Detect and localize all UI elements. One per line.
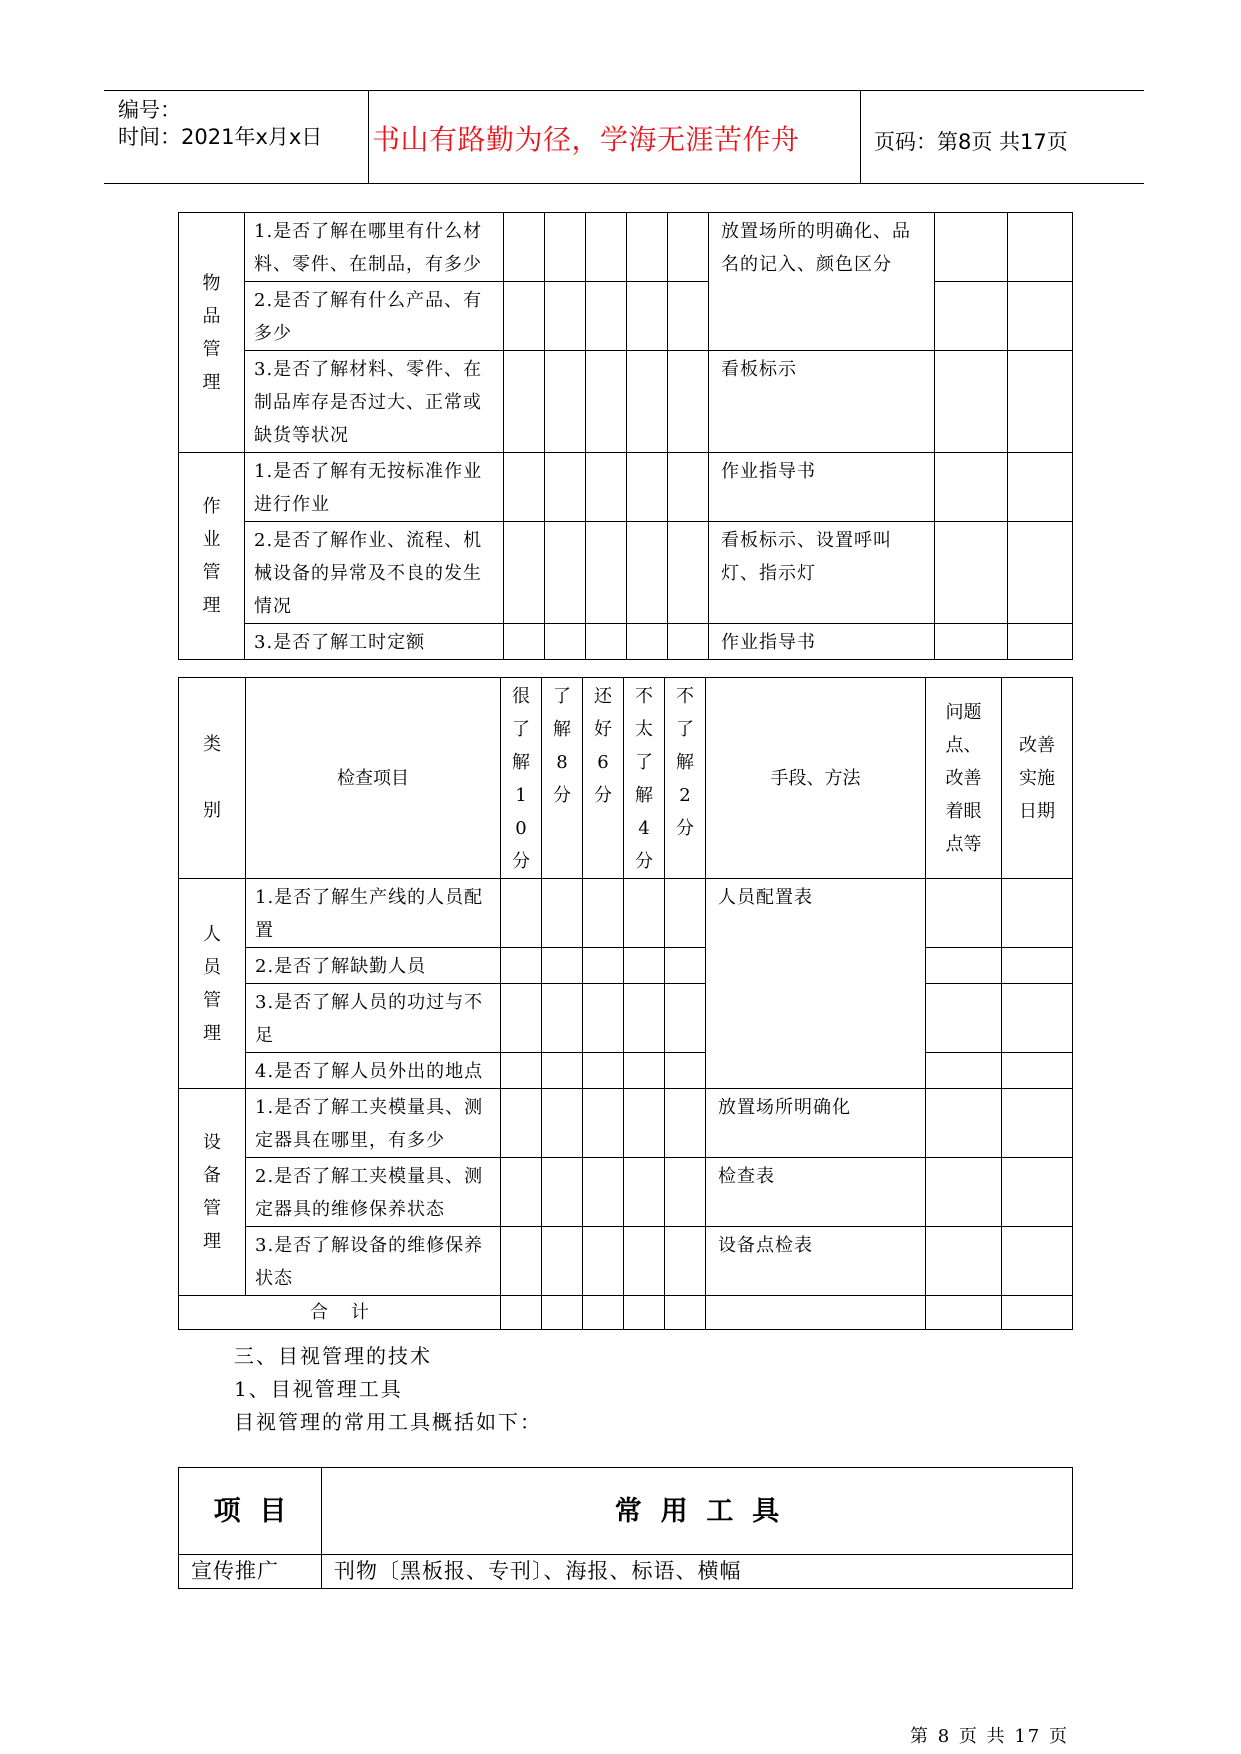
score-cell — [668, 282, 709, 351]
score-cell — [501, 879, 542, 948]
check-item: 1.是否了解生产线的人员配置 — [246, 879, 501, 948]
category-cell: 设备管理 — [179, 1089, 246, 1296]
date-cell — [1002, 948, 1073, 984]
date-cell — [1002, 879, 1073, 948]
method-cell: 放置场所的明确化、品名的记入、颜色区分 — [709, 213, 935, 351]
score-cell — [501, 1158, 542, 1227]
score-cell — [624, 1053, 665, 1089]
score-cell — [668, 624, 709, 660]
method-cell — [706, 1296, 926, 1330]
date-cell — [1008, 624, 1073, 660]
score-cell — [583, 1089, 624, 1158]
score-cell — [501, 984, 542, 1053]
check-item: 1.是否了解工夹模量具、测定器具在哪里，有多少 — [246, 1089, 501, 1158]
score-cell — [501, 1089, 542, 1158]
header-motto: 书山有路勤为径，学海无涯苦作舟 — [372, 123, 800, 156]
problem-cell — [926, 1089, 1002, 1158]
table-row — [179, 948, 1073, 984]
check-item: 2.是否了解工夹模量具、测定器具的维修保养状态 — [246, 1158, 501, 1227]
problem-cell — [935, 282, 1008, 351]
header-category: 类别 — [179, 678, 246, 879]
header-score-2: 不了解2分 — [665, 678, 706, 879]
header-date: 改善实施日期 — [1002, 678, 1073, 879]
header-method: 手段、方法 — [706, 678, 926, 879]
check-item: 3.是否了解材料、零件、在制品库存是否过大、正常或缺货等状况 — [245, 351, 504, 453]
date-cell — [1002, 1296, 1073, 1330]
score-cell — [624, 948, 665, 984]
check-item: 1.是否了解在哪里有什么材料、零件、在制品，有多少 — [245, 213, 504, 282]
table-row — [179, 1053, 1073, 1089]
table-row — [179, 282, 1073, 351]
problem-cell — [926, 984, 1002, 1053]
date-cell — [1002, 1089, 1073, 1158]
header-score-4: 不太了解4分 — [624, 678, 665, 879]
score-cell — [542, 1296, 583, 1330]
score-cell — [665, 948, 706, 984]
score-cell — [668, 453, 709, 522]
date-cell — [1008, 282, 1073, 351]
score-cell — [665, 1296, 706, 1330]
score-cell — [665, 879, 706, 948]
date-cell — [1002, 1158, 1073, 1227]
problem-cell — [935, 624, 1008, 660]
score-cell — [627, 522, 668, 624]
check-item: 3.是否了解人员的功过与不足 — [246, 984, 501, 1053]
score-cell — [668, 213, 709, 282]
tools-row — [179, 1555, 1073, 1589]
problem-cell — [926, 948, 1002, 984]
score-cell — [583, 1227, 624, 1296]
problem-cell — [935, 351, 1008, 453]
tools-header-tools: 常 用 工 具 — [322, 1468, 1073, 1555]
score-cell — [665, 984, 706, 1053]
header-divider-left — [368, 90, 369, 184]
score-cell — [627, 282, 668, 351]
table-row — [179, 1158, 1073, 1227]
score-cell — [504, 282, 545, 351]
tools-header-item: 项 目 — [179, 1468, 322, 1555]
method-cell: 设备点检表 — [706, 1227, 926, 1296]
method-cell: 检查表 — [706, 1158, 926, 1227]
score-cell — [586, 453, 627, 522]
method-cell: 人员配置表 — [706, 879, 926, 1089]
problem-cell — [935, 453, 1008, 522]
header-problem: 问题点、改善着眼点等 — [926, 678, 1002, 879]
serial-label: 编号： — [118, 98, 181, 122]
date-cell — [1002, 1227, 1073, 1296]
score-cell — [583, 1053, 624, 1089]
header-item: 检查项目 — [246, 678, 501, 879]
score-cell — [624, 1158, 665, 1227]
score-cell — [583, 1296, 624, 1330]
score-cell — [504, 213, 545, 282]
category-cell: 人员管理 — [179, 879, 246, 1089]
score-cell — [583, 879, 624, 948]
score-cell — [542, 879, 583, 948]
score-cell — [668, 351, 709, 453]
date-cell — [1008, 522, 1073, 624]
score-cell — [501, 1227, 542, 1296]
table-row — [179, 453, 1073, 522]
score-cell — [501, 1053, 542, 1089]
method-cell: 看板标示 — [709, 351, 935, 453]
score-cell — [583, 1158, 624, 1227]
score-cell — [542, 1089, 583, 1158]
score-cell — [627, 453, 668, 522]
date-cell — [1008, 453, 1073, 522]
score-cell — [624, 984, 665, 1053]
score-cell — [542, 1158, 583, 1227]
date-cell — [1008, 351, 1073, 453]
date-cell — [1002, 1053, 1073, 1089]
score-cell — [665, 1053, 706, 1089]
tools-header-row — [179, 1468, 1073, 1555]
check-item: 3.是否了解工时定额 — [245, 624, 504, 660]
check-item: 3.是否了解设备的维修保养状态 — [246, 1227, 501, 1296]
header-bottom-rule — [104, 183, 1144, 184]
score-cell — [624, 1296, 665, 1330]
problem-cell — [926, 1296, 1002, 1330]
score-cell — [542, 984, 583, 1053]
score-cell — [501, 1296, 542, 1330]
table-row — [179, 213, 1073, 282]
score-cell — [586, 522, 627, 624]
score-cell — [545, 351, 586, 453]
score-cell — [586, 351, 627, 453]
total-label: 合 计 — [179, 1296, 501, 1330]
score-cell — [504, 624, 545, 660]
score-cell — [586, 282, 627, 351]
table-row — [179, 1089, 1073, 1158]
problem-cell — [926, 1227, 1002, 1296]
score-cell — [542, 948, 583, 984]
score-cell — [624, 1089, 665, 1158]
score-cell — [586, 213, 627, 282]
method-cell: 作业指导书 — [709, 453, 935, 522]
problem-cell — [926, 879, 1002, 948]
table-row — [179, 624, 1073, 660]
score-cell — [627, 624, 668, 660]
time-label: 时间：2021年x月x日 — [118, 125, 323, 149]
score-cell — [586, 624, 627, 660]
table-row — [179, 984, 1073, 1053]
score-cell — [624, 1227, 665, 1296]
table-row — [179, 522, 1073, 624]
score-cell — [665, 1158, 706, 1227]
score-cell — [545, 213, 586, 282]
problem-cell — [926, 1053, 1002, 1089]
tools-table — [178, 1467, 1073, 1589]
score-cell — [665, 1227, 706, 1296]
section-intro: 目视管理的常用工具概括如下： — [234, 1410, 542, 1434]
checklist-table — [178, 677, 1073, 1330]
method-cell: 看板标示、设置呼叫灯、指示灯 — [709, 522, 935, 624]
table-row — [179, 1227, 1073, 1296]
score-cell — [583, 948, 624, 984]
problem-cell — [935, 522, 1008, 624]
check-item: 2.是否了解作业、流程、机械设备的异常及不良的发生情况 — [245, 522, 504, 624]
check-item: 2.是否了解有什么产品、有多少 — [245, 282, 504, 351]
score-cell — [545, 282, 586, 351]
date-cell — [1002, 984, 1073, 1053]
check-item: 2.是否了解缺勤人员 — [246, 948, 501, 984]
tools-row-item: 宣传推广 — [179, 1555, 322, 1589]
header-score-6: 还好6分 — [583, 678, 624, 879]
score-cell — [504, 453, 545, 522]
tools-row-tools: 刊物〔黑板报、专刊〕、海报、标语、横幅 — [322, 1555, 1073, 1589]
score-cell — [583, 984, 624, 1053]
score-cell — [501, 948, 542, 984]
page-number-label: 页码：第8页 共17页 — [874, 130, 1068, 154]
date-cell — [1008, 213, 1073, 282]
header-score-8: 了解8分 — [542, 678, 583, 879]
problem-cell — [926, 1158, 1002, 1227]
header-top-rule — [104, 90, 1144, 91]
header-score-10: 很了解10分 — [501, 678, 542, 879]
score-cell — [504, 351, 545, 453]
problem-cell — [935, 213, 1008, 282]
score-cell — [545, 522, 586, 624]
score-cell — [542, 1227, 583, 1296]
check-item: 1.是否了解有无按标准作业进行作业 — [245, 453, 504, 522]
method-cell: 放置场所明确化 — [706, 1089, 926, 1158]
table-row — [179, 351, 1073, 453]
score-cell — [627, 213, 668, 282]
score-cell — [542, 1053, 583, 1089]
footer-page-number: 第 8 页 共 17 页 — [910, 1726, 1069, 1747]
category-cell: 作业管理 — [179, 453, 245, 660]
checklist-table-continued — [178, 212, 1073, 660]
score-cell — [545, 453, 586, 522]
table-row — [179, 879, 1073, 948]
score-cell — [504, 522, 545, 624]
category-cell: 物品管理 — [179, 213, 245, 453]
check-item: 4.是否了解人员外出的地点 — [246, 1053, 501, 1089]
score-cell — [668, 522, 709, 624]
section-heading: 三、目视管理的技术 — [234, 1344, 432, 1368]
score-cell — [545, 624, 586, 660]
score-cell — [627, 351, 668, 453]
table-header-row — [179, 678, 1073, 879]
section-subheading: 1、目视管理工具 — [234, 1377, 403, 1401]
method-cell: 作业指导书 — [709, 624, 935, 660]
total-row — [179, 1296, 1073, 1330]
score-cell — [665, 1089, 706, 1158]
score-cell — [624, 879, 665, 948]
